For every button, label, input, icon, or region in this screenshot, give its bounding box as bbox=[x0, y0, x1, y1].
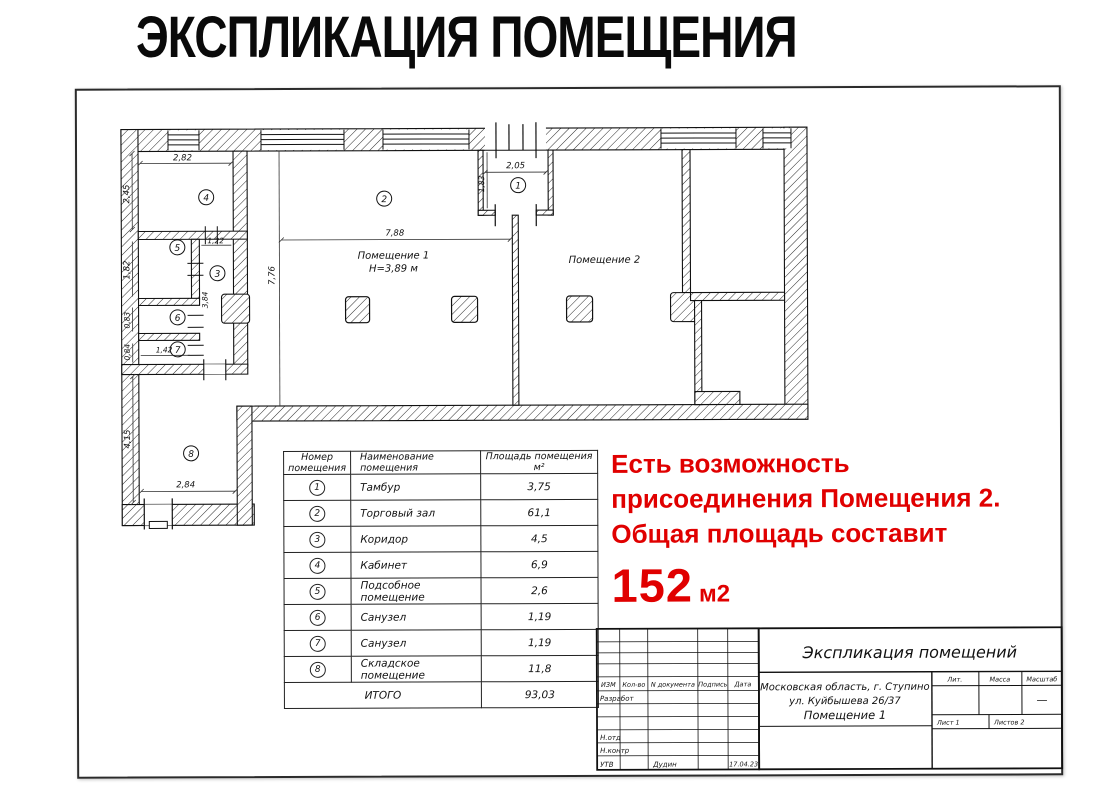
stamp-row-approved: УТВ bbox=[600, 760, 614, 769]
table-row bbox=[284, 499, 598, 526]
row-area: 4,5 bbox=[481, 525, 598, 551]
dim-room4-width: 2,82 bbox=[173, 153, 192, 164]
wall-vestibule-bottom-l bbox=[478, 210, 495, 215]
pillar-corridor bbox=[222, 294, 250, 323]
room-8-number: 8 bbox=[188, 449, 194, 460]
stamp-col-sign: Подпись bbox=[698, 680, 728, 689]
wall-p2-horizontal bbox=[691, 292, 785, 300]
stamp-col-qty: Кол-во bbox=[622, 680, 646, 689]
stamp-col-doc: N документа bbox=[650, 680, 695, 689]
total-value: 93,03 bbox=[481, 681, 598, 707]
table-row bbox=[284, 577, 598, 604]
wall-bottom-main bbox=[237, 404, 808, 421]
note-total-area bbox=[611, 556, 1000, 612]
stamp-right-cells bbox=[936, 675, 1058, 726]
wall-right bbox=[784, 127, 808, 419]
dim-hall-depth: 7,76 bbox=[267, 266, 278, 286]
row-name: Подсобное помещение bbox=[351, 578, 481, 604]
premise-1-label: Помещение 1 bbox=[357, 250, 430, 262]
dim-room6-depth: 0,83 bbox=[122, 311, 132, 329]
row-area: 3,75 bbox=[481, 473, 598, 499]
dim-room7-width: 1,42 bbox=[155, 345, 173, 355]
stamp-row-ncontrol: Н.контр bbox=[600, 746, 630, 755]
wall-below-room7 bbox=[122, 364, 248, 374]
wall-bottom-wing bbox=[122, 504, 254, 525]
row-area: 1,19 bbox=[481, 629, 598, 655]
note-line-2: присоединения Помещения 2. bbox=[611, 482, 1001, 514]
stamp-address-line1: Московская область, г. Ступино bbox=[760, 681, 930, 694]
dim-vestibule-depth: 1,83 bbox=[477, 175, 487, 193]
table-row bbox=[284, 655, 598, 682]
dim-room4-depth: 2,45 bbox=[122, 184, 133, 204]
stamp-left-rows bbox=[600, 694, 758, 769]
room-7-number: 7 bbox=[174, 345, 181, 356]
stamp-sheets: Листов 2 bbox=[994, 718, 1025, 727]
wall-corridor-right bbox=[233, 151, 248, 366]
wall-wing-right bbox=[237, 406, 252, 525]
row-number-badge: 8 bbox=[310, 661, 326, 677]
row-area: 2,6 bbox=[481, 577, 598, 603]
room-5-number: 5 bbox=[174, 243, 181, 254]
page-title: ЭКСПЛИКАЦИЯ ПОМЕЩЕНИЯ bbox=[136, 3, 797, 70]
wall-room5-corridor bbox=[191, 239, 199, 299]
window-5 bbox=[763, 128, 791, 148]
row-name: Коридор bbox=[351, 526, 481, 552]
table-row bbox=[284, 629, 598, 656]
premise-2-label: Помещение 2 bbox=[568, 254, 641, 267]
header-area: Площадь помещения м² bbox=[481, 450, 598, 473]
row-number-badge: 5 bbox=[309, 583, 325, 599]
stamp-address bbox=[760, 681, 930, 723]
header-name: Наименование помещения bbox=[351, 451, 481, 474]
room-6-number: 6 bbox=[174, 313, 181, 324]
stamp-mass: Масса bbox=[989, 675, 1011, 684]
row-name: Кабинет bbox=[351, 552, 481, 578]
room-3-number: 3 bbox=[214, 269, 221, 280]
header-number: Номер bbox=[301, 451, 334, 463]
table-row bbox=[284, 525, 598, 552]
note-line-3: Общая площадь составит bbox=[611, 517, 948, 549]
stamp-title: Экспликация помещений bbox=[802, 642, 1018, 663]
wall-p2-vertical bbox=[682, 150, 690, 293]
row-name: Торговый зал bbox=[351, 500, 481, 526]
stamp-col-izm: ИЗМ bbox=[601, 680, 616, 689]
dim-corridor-width: 1,22 bbox=[207, 236, 225, 246]
table-row bbox=[284, 603, 598, 630]
explication-table bbox=[283, 450, 599, 709]
note-area-value: 152 bbox=[611, 558, 694, 612]
note-line-1: Есть возможность bbox=[611, 448, 850, 479]
row-name: Санузел bbox=[351, 604, 481, 630]
pillar-1 bbox=[346, 297, 370, 323]
dim-hall-width: 7,88 bbox=[385, 228, 405, 239]
stamp-left-labels bbox=[601, 680, 751, 689]
wall-room6-7 bbox=[139, 333, 200, 340]
table-row bbox=[284, 551, 598, 578]
table-header-row: Номер помещения Наименование помещения Площадь помещения м² bbox=[284, 450, 598, 474]
row-number-badge: 1 bbox=[309, 479, 325, 495]
stamp-col-date: Дата bbox=[734, 680, 752, 689]
row-name: Санузел bbox=[351, 630, 481, 656]
wall-p2-lower-room bbox=[695, 301, 702, 405]
dim-room8-depth: 4,15 bbox=[122, 429, 134, 449]
dim-corridor-length: 3,84 bbox=[200, 291, 210, 309]
stamp-approved-date: 17.04.23 bbox=[729, 760, 759, 769]
annotation-note bbox=[611, 445, 1001, 612]
room-1-number: 1 bbox=[515, 181, 522, 192]
row-name: Тамбур bbox=[351, 474, 481, 500]
stamp-address-line2: ул. Куйбышева 26/37 bbox=[789, 695, 901, 708]
room-4-number: 4 bbox=[203, 193, 210, 204]
wall-p2-notch bbox=[695, 391, 740, 404]
pillars bbox=[346, 296, 593, 323]
row-name: Складское помещение bbox=[351, 656, 481, 682]
wing-door bbox=[144, 498, 172, 529]
premise-labels bbox=[358, 250, 641, 275]
table-total-row bbox=[284, 681, 598, 708]
stamp-scale-value: — bbox=[1036, 693, 1048, 707]
stamp-row-notd: Н.отд bbox=[600, 733, 621, 742]
row-number-badge: 4 bbox=[309, 557, 325, 573]
window-1 bbox=[168, 130, 199, 150]
stamp-address-line3: Помещение 1 bbox=[803, 707, 887, 723]
stamp-lit: Лит. bbox=[947, 675, 963, 684]
wall-below-room4 bbox=[138, 231, 247, 239]
scanned-sheet bbox=[75, 85, 1063, 778]
stamp-row-developed: Разработ bbox=[599, 694, 634, 703]
stamp-scale: Масштаб bbox=[1026, 675, 1058, 684]
row-area: 11,8 bbox=[481, 655, 598, 681]
row-area: 1,19 bbox=[481, 603, 598, 629]
row-number-badge: 3 bbox=[309, 531, 325, 547]
window-3 bbox=[383, 129, 469, 149]
total-label: ИТОГО bbox=[284, 682, 481, 709]
row-area: 6,9 bbox=[481, 551, 598, 577]
row-number-badge: 2 bbox=[309, 505, 325, 521]
dim-vestibule-width: 2,05 bbox=[506, 161, 526, 172]
room-2-number: 2 bbox=[381, 195, 388, 206]
note-area-unit: м2 bbox=[698, 580, 731, 608]
wall-vestibule-bottom-r bbox=[536, 210, 553, 215]
window-2 bbox=[261, 130, 344, 150]
wall-vestibule-right bbox=[548, 150, 553, 215]
stamp-approved-name: Дудин bbox=[653, 760, 677, 769]
stamp-sheet: Лист 1 bbox=[937, 718, 960, 727]
title-block bbox=[595, 625, 1066, 773]
row-area: 61,1 bbox=[481, 499, 598, 525]
pillar-3 bbox=[567, 296, 593, 322]
window-4 bbox=[661, 128, 736, 148]
row-number-badge: 7 bbox=[310, 635, 326, 651]
dim-room5-depth: 1,82 bbox=[122, 260, 133, 280]
wall-room5-6 bbox=[139, 298, 200, 305]
table-row bbox=[284, 473, 598, 500]
hall-left-edge-line bbox=[279, 151, 280, 406]
pillar-2 bbox=[452, 296, 478, 322]
row-number-badge: 6 bbox=[310, 609, 326, 625]
dim-room7-depth: 0,84 bbox=[122, 343, 132, 361]
corridor-door bbox=[204, 359, 226, 380]
wall-divider-premises bbox=[512, 215, 519, 405]
entrance-door bbox=[485, 122, 546, 158]
dim-room8-width: 2,84 bbox=[176, 480, 196, 491]
premise-1-height: Н=3,89 м bbox=[368, 263, 418, 275]
